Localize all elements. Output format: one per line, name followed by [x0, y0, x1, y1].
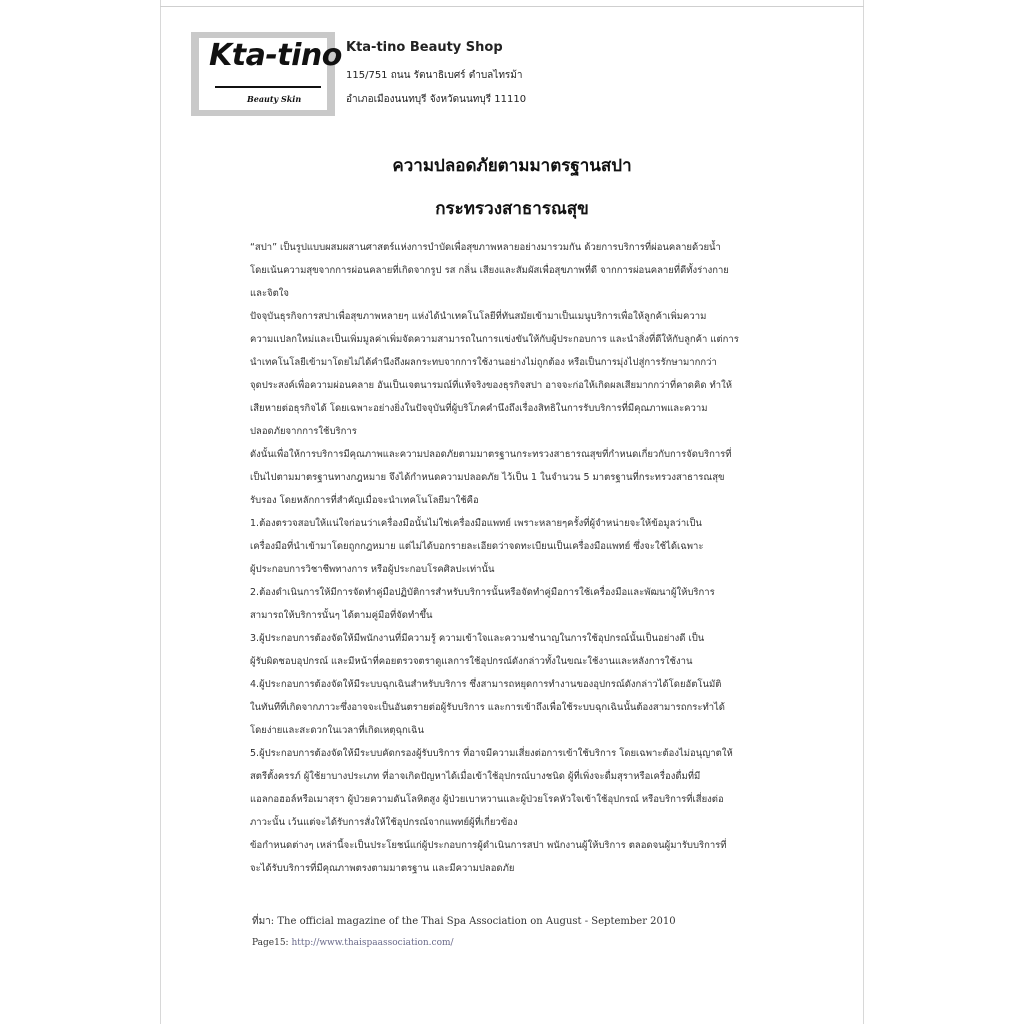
logo-underline — [215, 86, 321, 88]
body-line: ความแปลกใหม่และเป็นเพิ่มมูลค่าเพิ่มจัดความสามารถในการแข่งขันให้กับผู้ประกอบการ และนำสิ่งที่ดีให้กับลูกค้า แต่การ — [250, 334, 739, 345]
document-body — [250, 236, 790, 880]
shop-address-line-1: 115/751 ถนน รัตนาธิเบศร์ ตำบลไทรม้า — [346, 70, 523, 81]
body-line: ข้อกำหนดต่างๆ เหล่านี้จะเป็นประโยชน์แก่ผู้ประกอบการผู้ดำเนินการสปา พนักงานผู้ให้บริการ ตลอดจนผู้มารับบริการที่ — [250, 840, 727, 851]
shop-address-line-2: อำเภอเมืองนนทบุรี จังหวัดนนทบุรี 11110 — [346, 94, 527, 105]
body-line: รับรอง โดยหลักการที่สำคัญเมื่อจะนำเทคโนโลยีมาใช้คือ — [250, 495, 479, 506]
body-line: “สปา” เป็นรูปแบบผสมผสานศาสตร์แห่งการบำบัดเพื่อสุขภาพหลายอย่างมารวมกัน ด้วยการบริการที่ผ่อนคลายด้วยน้ำ — [250, 242, 721, 253]
source-citation — [252, 914, 676, 929]
body-line: จะได้รับบริการที่มีคุณภาพตรงตามมาตรฐาน และมีความปลอดภัย — [250, 863, 515, 874]
body-line: เสียหายต่อธุรกิจได้ โดยเฉพาะอย่างยิ่งในปัจจุบันที่ผู้บริโภคคำนึงถึงเรื่องสิทธิในการรับบริการที่มีคุณภาพและความ — [250, 403, 708, 414]
source-text: The official magazine of the Thai Spa Association on August - September 2010 — [277, 916, 676, 927]
body-line: ปัจจุบันธุรกิจการสปาเพื่อสุขภาพหลายๆ แห่งได้นำเทคโนโลยีที่ทันสมัยเข้ามาเป็นเมนูบริการเพื่อให้ลูกค้าเพิ่มความ — [250, 311, 707, 322]
body-line: ภาวะนั้น เว้นแต่จะได้รับการสั่งให้ใช้อุปกรณ์จากแพทย์ผู้ที่เกี่ยวข้อง — [250, 817, 518, 828]
shop-name: Kta-tino Beauty Shop — [346, 40, 503, 55]
top-border — [160, 6, 864, 7]
body-line: และจิตใจ — [250, 288, 289, 299]
body-line: เป็นไปตามมาตรฐานทางกฎหมาย จึงได้กำหนดความปลอดภัย ไว้เป็น 1 ในจำนวน 5 มาตรฐานที่กระทรวงสาธารณสุข — [250, 472, 725, 483]
logo-tagline: Beauty Skin — [247, 94, 302, 104]
body-line: ดังนั้นเพื่อให้การบริการมีคุณภาพและความปลอดภัยตามมาตรฐานกระทรวงสาธารณสุขที่กำหนดเกี่ยวกับการจัดบริการที่ — [250, 449, 732, 460]
body-line: นำเทคโนโลยีเข้ามาโดยไม่ได้คำนึงถึงผลกระทบจากการใช้งานอย่างไม่ถูกต้อง หรือเป็นการมุ่งไปสู่การรักษามากกว่า — [250, 357, 717, 368]
source-link[interactable]: http://www.thaispaassociation.com/ — [291, 938, 454, 948]
body-line: 4.ผู้ประกอบการต้องจัดให้มีระบบฉุกเฉินสำหรับบริการ ซึ่งสามารถหยุดการทำงานของอุปกรณ์ดังกล่าวได้โดยอัตโนมัติ — [250, 679, 722, 690]
body-line: 1.ต้องตรวจสอบให้แน่ใจก่อนว่าเครื่องมือนั้นไม่ใช่เครื่องมือแพทย์ เพราะหลายๆครั้งที่ผู้จำหน่ายจะให้ข้อมูลว่าเป็น — [250, 518, 702, 529]
document-title: ความปลอดภัยตามมาตรฐานสปา — [392, 156, 632, 176]
body-line: แอลกอฮอล์หรือเมาสุรา ผู้ป่วยความดันโลหิตสูง ผู้ป่วยเบาหวานและผู้ป่วยโรคหัวใจเข้าใช้อุปกรณ์ หรือบริการที่เสี่ยงต่อ — [250, 794, 724, 805]
body-line: ในทันทีที่เกิดจากภาวะซึ่งอาจจะเป็นอันตรายต่อผู้รับบริการ และการเข้าถึงเพื่อใช้ระบบฉุกเฉินนั้นต้องสามารถกระทำได้ — [250, 702, 725, 713]
source-label: ที่มา: — [252, 916, 275, 927]
document-subtitle: กระทรวงสาธารณสุข — [435, 199, 589, 219]
shop-logo — [191, 32, 342, 116]
body-line: โดยเน้นความสุขจากการผ่อนคลายที่เกิดจากรูป รส กลิ่น เสียงและสัมผัสเพื่อสุขภาพที่ดี จากการผ่อนคลายที่ดีทั้งร่างกาย — [250, 265, 729, 276]
logo-panel — [199, 38, 342, 110]
page-reference — [252, 938, 454, 948]
body-line: 3.ผู้ประกอบการต้องจัดให้มีพนักงานที่มีความรู้ ความเข้าใจและความชำนาญในการใช้อุปกรณ์นั้นเป็นอย่างดี เป็น — [250, 633, 705, 644]
body-line: 5.ผู้ประกอบการต้องจัดให้มีระบบคัดกรองผู้รับบริการ ที่อาจมีความเสี่ยงต่อการเข้าใช้บริการ โดยเฉพาะต้องไม่อนุญาตให้ — [250, 748, 733, 759]
body-line: เครื่องมือที่นำเข้ามาโดยถูกกฎหมาย แต่ไม่ได้บอกรายละเอียดว่าจดทะเบียนเป็นเครื่องมือแพทย์ ซึ่งจะใช้ได้เฉพาะ — [250, 541, 704, 552]
body-line: สตรีตั้งครรภ์ ผู้ใช้ยาบางประเภท ที่อาจเกิดปัญหาได้เมื่อเข้าใช้อุปกรณ์บางชนิด ผู้ที่เพิ่งจะดื่มสุราหรือเครื่องดื่มที่มี — [250, 771, 701, 782]
body-line: 2.ต้องดำเนินการให้มีการจัดทำคู่มือปฏิบัติการสำหรับบริการนั้นหรือจัดทำคู่มือการใช้เครื่องมือและพัฒนาผู้ให้บริการ — [250, 587, 715, 598]
body-line: ผู้ประกอบการวิชาชีพทางการ หรือผู้ประกอบโรคศิลปะเท่านั้น — [250, 564, 495, 575]
body-line: ผู้รับผิดชอบอุปกรณ์ และมีหน้าที่คอยตรวจตราดูแลการใช้อุปกรณ์ดังกล่าวทั้งในขณะใช้งานและหลังการใช้งาน — [250, 656, 693, 667]
shop-header — [346, 40, 526, 112]
logo-name: Kta-tino — [209, 38, 342, 73]
body-line: สามารถให้บริการนั้นๆ ได้ตามคู่มือที่จัดทำขึ้น — [250, 610, 433, 621]
body-line: โดยง่ายและสะดวกในเวลาที่เกิดเหตุฉุกเฉิน — [250, 725, 424, 736]
body-line: จุดประสงค์เพื่อความผ่อนคลาย อันเป็นเจตนารมณ์ที่แท้จริงของธุรกิจสปา อาจจะก่อให้เกิดผลเสียมากกว่าที่คาดคิด ทำให้ — [250, 380, 733, 391]
body-line: ปลอดภัยจากการใช้บริการ — [250, 426, 357, 437]
page-label: Page15: — [252, 938, 289, 948]
